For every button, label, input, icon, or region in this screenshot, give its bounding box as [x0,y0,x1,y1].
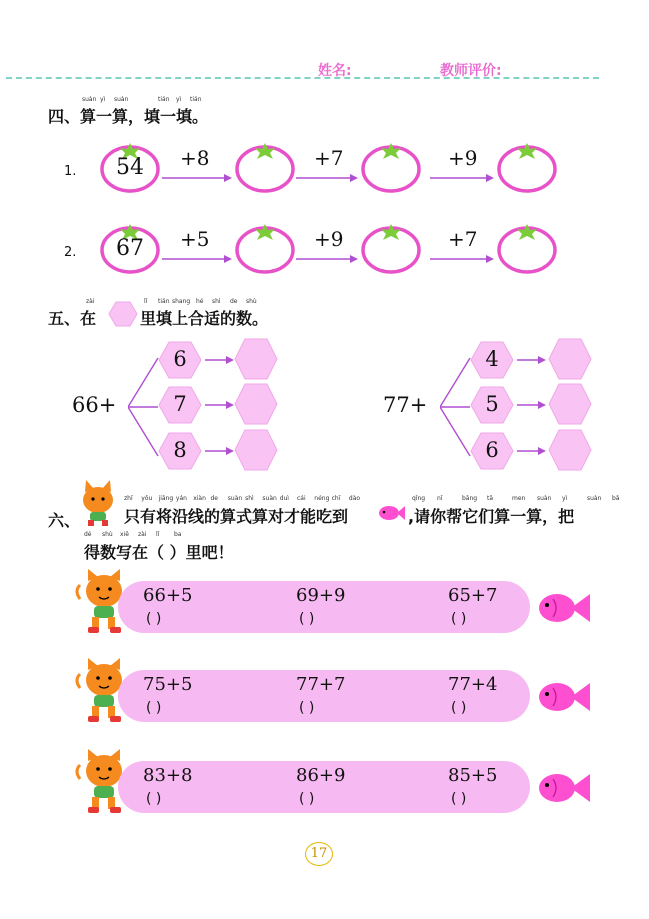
pinyin: shì [245,495,254,502]
arrow-icon [430,173,494,183]
addend-value: 7 [173,392,187,416]
addend-label: +7 [314,146,344,170]
base-expression: 66+ [72,393,117,417]
expression: 85+5 [448,765,498,786]
answer-blank[interactable]: ( ) [451,611,467,627]
pinyin: lǐ [156,531,160,538]
fish-icon [537,680,591,714]
answer-hexagon[interactable] [548,338,592,380]
pinyin: tā [487,495,494,502]
answer-hexagon[interactable] [548,383,592,425]
name-label: 姓名: [318,63,352,79]
section6-line1: 只有将沿线的算式算对才能吃到 [124,507,349,526]
cat-icon [76,480,120,528]
pinyin: suàn [262,495,277,502]
pinyin: tián [158,96,170,103]
answer-blank[interactable]: ( ) [146,611,162,627]
answer-hexagon[interactable] [548,429,592,471]
expression: 77+7 [296,674,346,695]
pinyin: zài [138,531,147,538]
pinyin: tián [158,298,170,305]
expression: 65+7 [448,585,498,606]
addend-value: 6 [485,438,499,462]
pinyin: xiě [120,531,129,538]
arrow-icon [296,254,358,264]
section4-title: 四、算一算，填一填。 [48,107,209,126]
pinyin: yì [100,96,106,103]
addend-label: +5 [180,227,210,251]
expression: 86+9 [296,765,346,786]
arrow-icon [517,400,547,410]
section6-title-block [48,480,620,570]
section5-suffix: 里填上合适的数。 [140,309,269,328]
pinyin: néng [314,495,330,502]
pinyin: jiāng [158,495,174,502]
tomato-icon[interactable] [360,221,422,275]
pinyin: duì [279,495,289,502]
pinyin: shì [212,298,221,305]
answer-hexagon[interactable] [234,429,278,471]
pinyin: shù [102,531,113,538]
answer-blank[interactable]: ( ) [299,700,315,716]
tomato-icon[interactable] [234,140,296,194]
answer-blank[interactable]: ( ) [299,791,315,807]
pinyin: tián [190,96,202,103]
addend-label: +8 [180,146,210,170]
section6-line1-tail: ,请你帮它们算一算，把 [408,507,575,526]
pinyin: men [512,495,526,502]
pinyin: lǐ [144,298,148,305]
pinyin: bāng [462,495,478,502]
section6-prefix: 六、 [48,511,81,530]
pinyin: de [210,495,218,502]
fish-icon [537,771,591,805]
addend-value: 8 [173,438,187,462]
pinyin: yì [562,495,568,502]
row-number: 1. [64,164,77,179]
pinyin: dé [84,531,92,538]
expression: 83+8 [143,765,193,786]
tomato-icon[interactable] [360,140,422,194]
answer-blank[interactable]: ( ) [146,700,162,716]
arrow-icon [162,173,232,183]
addend-value: 4 [485,347,499,371]
arrow-icon [205,355,235,365]
arrow-icon [517,355,547,365]
pinyin: cái [297,495,306,502]
pinyin: shù [246,298,257,305]
expression: 69+9 [296,585,346,606]
answer-hexagon[interactable] [234,338,278,380]
hexagon-blank-icon [108,301,138,327]
pinyin: zhǐ [124,495,133,502]
arrow-icon [430,254,494,264]
pinyin: chī [331,495,341,502]
pinyin: yǒu [141,495,153,502]
pinyin: zài [86,298,95,305]
arrow-icon [296,173,358,183]
section5-prefix: 五、在 [48,309,97,328]
pinyin-line1-tail [412,495,620,503]
header-divider [6,77,599,79]
expression: 75+5 [143,674,193,695]
pinyin: hé [196,298,204,305]
fish-icon [378,504,406,522]
pinyin: suàn [537,495,552,502]
answer-blank[interactable]: ( ) [299,611,315,627]
pinyin: suàn [227,495,243,502]
pinyin: nǐ [437,495,443,502]
row-number: 2. [64,245,77,260]
section6-line2: 得数写在（ ）里吧！ [84,543,234,562]
pinyin: suàn [587,495,602,502]
pinyin: yì [176,96,182,103]
addend-value: 5 [485,392,499,416]
pinyin: de [230,298,238,305]
pinyin: yán [175,495,187,502]
answer-blank[interactable]: ( ) [451,791,467,807]
teacher-evaluation-label: 教师评价: [440,63,502,79]
arrow-icon [162,254,232,264]
section5-title-block [48,298,348,328]
start-number: 67 [116,236,144,261]
pinyin: xiàn [193,495,206,502]
pinyin-line2 [84,531,284,539]
pinyin: shang [172,298,191,305]
page-number: 17 [305,842,333,866]
pinyin: ba [174,531,182,538]
base-expression: 77+ [383,393,428,417]
pinyin: dào [348,495,361,502]
addend-label: +9 [448,146,478,170]
pinyin: suàn [114,96,129,103]
arrow-icon [205,446,235,456]
addend-label: +9 [314,227,344,251]
tomato-icon[interactable] [496,140,558,194]
tomato-icon[interactable] [496,221,558,275]
arrow-icon [517,446,547,456]
answer-blank[interactable]: ( ) [451,700,467,716]
pinyin-line1 [124,495,384,503]
answer-blank[interactable]: ( ) [146,791,162,807]
addend-label: +7 [448,227,478,251]
pinyin: bǎ [612,495,620,502]
tomato-icon[interactable] [234,221,296,275]
expression: 77+4 [448,674,498,695]
start-number: 54 [116,155,144,180]
addend-value: 6 [173,347,187,371]
fish-icon [537,591,591,625]
expression: 66+5 [143,585,193,606]
answer-hexagon[interactable] [234,383,278,425]
pinyin: suàn [82,96,97,103]
pinyin: qǐng [412,495,426,502]
arrow-icon [205,400,235,410]
